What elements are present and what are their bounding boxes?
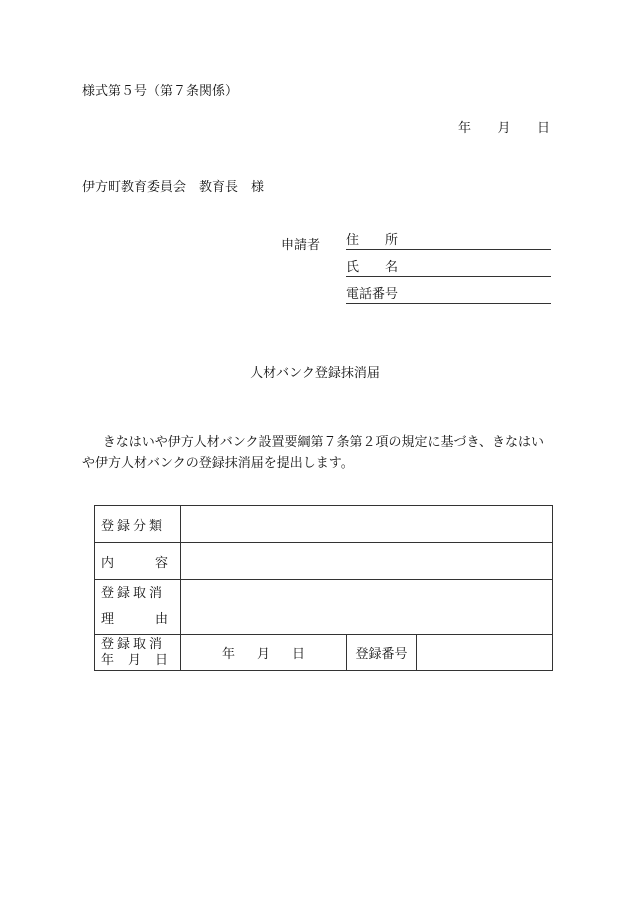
cancel-date-year: 年 xyxy=(221,647,235,662)
info-table xyxy=(94,505,553,671)
table-row xyxy=(95,506,553,543)
body-text: きなはいや伊方人材バンク設置要綱第７条第２項の規定に基づき、きなはいや伊方人材バンクの登録抹消届を提出します。 xyxy=(82,435,545,471)
content-label-a: 内 xyxy=(101,555,115,571)
cancel-date-label-b2: 月 xyxy=(127,652,141,668)
reg-number-value-cell[interactable] xyxy=(417,635,553,671)
content-label-cell xyxy=(95,543,181,580)
phone-field[interactable] xyxy=(346,283,551,304)
name-label: 氏 名 xyxy=(346,260,399,275)
content-label-b: 容 xyxy=(154,555,168,571)
reason-label-a: 登録取消 xyxy=(101,586,166,601)
addressee: 伊方町教育委員会 教育長 様 xyxy=(82,180,265,195)
reg-number-label: 登録番号 xyxy=(355,647,408,662)
date-year: 年 xyxy=(458,121,472,136)
reg-number-label-cell xyxy=(347,635,417,671)
date-month: 月 xyxy=(497,121,511,136)
form-number: 様式第５号（第７条関係） xyxy=(82,84,239,99)
address-label: 住 所 xyxy=(346,233,399,248)
phone-label: 電話番号 xyxy=(346,287,399,302)
cancel-date-day: 日 xyxy=(291,647,305,662)
table-row xyxy=(95,543,553,580)
table-row xyxy=(95,580,553,635)
cancel-date-value-cell[interactable] xyxy=(181,635,347,671)
table-row xyxy=(95,635,553,671)
cancel-date-month: 月 xyxy=(256,647,270,662)
reason-label-cell xyxy=(95,580,181,635)
category-label-cell xyxy=(95,506,181,543)
name-field[interactable] xyxy=(346,256,551,277)
date-day: 日 xyxy=(536,121,550,136)
category-label: 登録分類 xyxy=(101,518,166,534)
reason-label-b1: 理 xyxy=(101,612,115,627)
cancel-date-label-a: 登録取消 xyxy=(101,636,166,652)
content-value-cell[interactable] xyxy=(181,543,553,580)
category-value-cell[interactable] xyxy=(181,506,553,543)
cancel-date-label-cell xyxy=(95,635,181,671)
date-line xyxy=(458,117,550,136)
reason-label-b2: 由 xyxy=(154,612,168,627)
cancel-date-label-b3: 日 xyxy=(154,652,168,668)
reason-value-cell[interactable] xyxy=(181,580,553,635)
document-title: 人材バンク登録抹消届 xyxy=(250,366,380,381)
applicant-label: 申請者 xyxy=(281,238,321,253)
address-field[interactable] xyxy=(346,229,551,250)
cancel-date-label-b1: 年 xyxy=(101,652,115,668)
